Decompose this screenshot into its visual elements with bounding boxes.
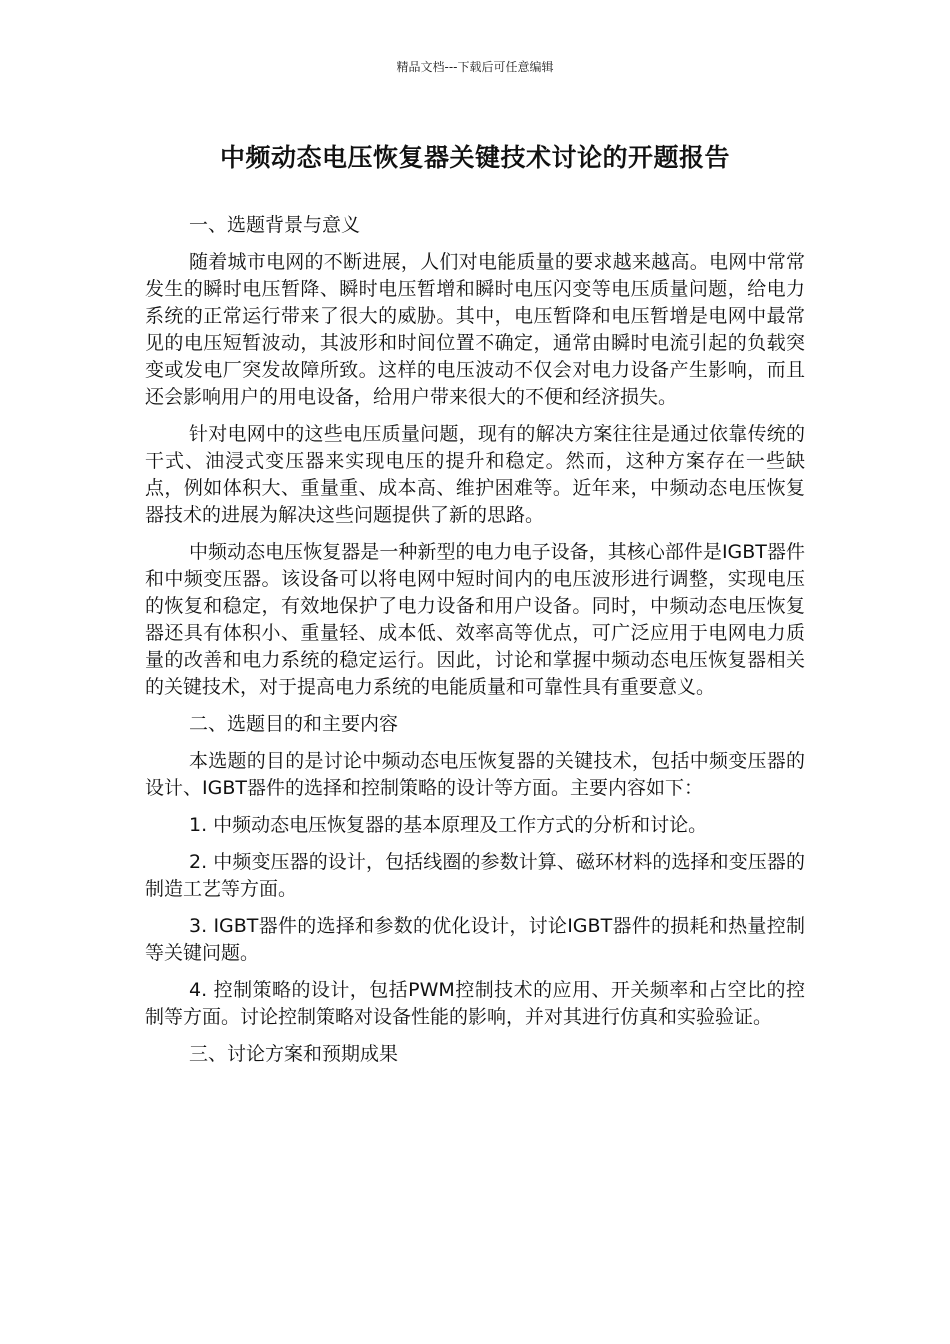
header-note: 精品文档---下载后可任意编辑 bbox=[396, 60, 554, 74]
list-item: 2. 中频变压器的设计，包括线圈的参数计算、磁环材料的选择和变压器的制造工艺等方面。 bbox=[145, 851, 805, 900]
list-item: 3. IGBT器件的选择和参数的优化设计，讨论IGBT器件的损耗和热量控制等关键问题。 bbox=[145, 915, 805, 964]
paragraph: 针对电网中的这些电压质量问题，现有的解决方案往往是通过依靠传统的干式、油浸式变压器来实现电压的提升和稳定。然而，这种方案存在一些缺点，例如体积大、重量重、成本高、维护困难等。近年来，中频动态电压恢复器技术的进展为解决这些问题提供了新的思路。 bbox=[145, 423, 805, 526]
section-heading-3: 三、讨论方案和预期成果 bbox=[189, 1043, 399, 1065]
paragraph: 本选题的目的是讨论中频动态电压恢复器的关键技术，包括中频变压器的设计、IGBT器件的选择和控制策略的设计等方面。主要内容如下： bbox=[145, 750, 805, 799]
list-item: 1. 中频动态电压恢复器的基本原理及工作方式的分析和讨论。 bbox=[189, 814, 708, 836]
paragraph: 随着城市电网的不断进展，人们对电能质量的要求越来越高。电网中常常发生的瞬时电压暂降、瞬时电压暂增和瞬时电压闪变等电压质量问题，给电力系统的正常运行带来了很大的威胁。其中，电压暂降和电压暂增是电网中最常见的电压短暂波动，其波形和时间位置不确定，通常由瞬时电流引起的负载突变或发电厂突发故障所致。这样的电压波动不仅会对电力设备产生影响，而且还会影响用户的用电设备，给用户带来很大的不便和经济损失。 bbox=[145, 251, 805, 408]
paragraph: 中频动态电压恢复器是一种新型的电力电子设备，其核心部件是IGBT器件和中频变压器。该设备可以将电网中短时间内的电压波形进行调整，实现电压的恢复和稳定，有效地保护了电力设备和用户设备。同时，中频动态电压恢复器还具有体积小、重量轻、成本低、效率高等优点，可广泛应用于电网电力质量的改善和电力系统的稳定运行。因此，讨论和掌握中频动态电压恢复器相关的关键技术，对于提高电力系统的电能质量和可靠性具有重要意义。 bbox=[145, 541, 805, 698]
section-heading-2: 二、选题目的和主要内容 bbox=[189, 713, 399, 735]
list-item: 4. 控制策略的设计，包括PWM控制技术的应用、开关频率和占空比的控制等方面。讨论控制策略对设备性能的影响，并对其进行仿真和实验验证。 bbox=[145, 979, 805, 1028]
section-heading-1: 一、选题背景与意义 bbox=[189, 214, 361, 236]
document-body bbox=[145, 212, 805, 1078]
document-title: 中频动态电压恢复器关键技术讨论的开题报告 bbox=[219, 143, 730, 172]
